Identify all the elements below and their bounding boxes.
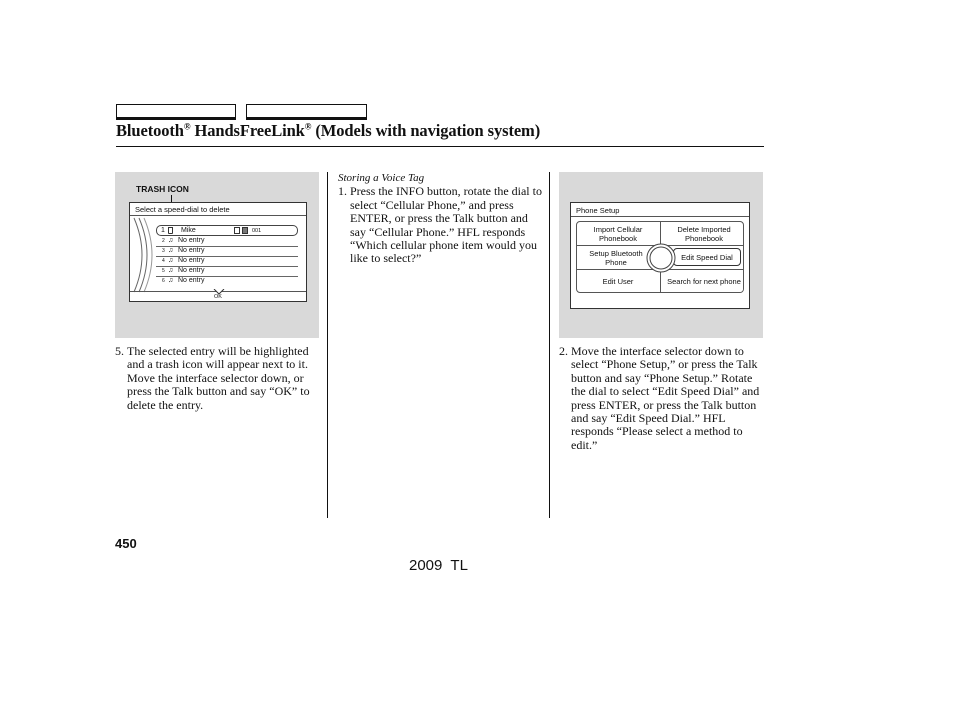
phone-type-icon: [242, 227, 248, 234]
ok-button[interactable]: OK: [214, 294, 222, 300]
screen-title-rule: [130, 215, 306, 216]
entry-name: No entry: [178, 267, 205, 274]
menu-grid: [576, 221, 744, 293]
dial-bezel: [130, 216, 156, 294]
entry-name: No entry: [178, 277, 205, 284]
music-note-icon: ♫: [168, 237, 174, 244]
trash-icon: [168, 227, 173, 234]
page-number: 450: [115, 536, 137, 551]
right-figure-panel: [559, 172, 763, 338]
search-next-phone-button[interactable]: Search for next phone: [665, 271, 743, 292]
section-heading: Storing a Voice Tag: [338, 172, 425, 184]
header-tab-1: [116, 104, 236, 120]
entry-number: 5: [162, 268, 165, 274]
model-label: 2009 TL: [409, 557, 468, 574]
entry-number: 4: [162, 258, 165, 264]
step-text: Move the interface selector down to select “Phone Setup,” or press the Talk button and say “Phone Setup.” Rotate the dial to select “Edit Speed Dial” and press ENTER, or press the Talk button and say “Edit Speed Dial.” HFL responds “Please select a method to edit.”: [571, 344, 760, 452]
list-item[interactable]: [156, 276, 298, 286]
entry-number: 6: [162, 278, 165, 284]
import-cellular-phonebook-button[interactable]: Import Cellular Phonebook: [579, 223, 657, 244]
setup-bluetooth-phone-button[interactable]: Setup Bluetooth Phone: [579, 247, 653, 268]
music-note-icon: ♫: [168, 277, 174, 284]
middle-column-text: [338, 172, 546, 266]
right-column-text: [559, 345, 764, 452]
entry-name: No entry: [178, 257, 205, 264]
screen-title: Select a speed-dial to delete: [135, 205, 230, 214]
column-divider-left: [327, 172, 328, 518]
screen-title-rule: [571, 216, 749, 217]
step-number: 1.: [338, 184, 347, 199]
phone-setup-screen: [570, 202, 750, 309]
list-item[interactable]: [156, 225, 298, 236]
step-number: 2.: [559, 344, 568, 358]
music-note-icon: ♫: [168, 247, 174, 254]
speed-dial-delete-screen: [129, 202, 307, 302]
trash-icon-callout: TRASH ICON: [136, 184, 189, 194]
step-1: [338, 185, 546, 265]
title-rule: [116, 146, 764, 147]
speed-dial-list: [156, 223, 298, 289]
page-title: Bluetooth® HandsFreeLink® (Models with navigation system): [116, 121, 541, 140]
step-2: [559, 345, 764, 452]
entry-tag: 001: [252, 228, 262, 234]
left-figure-panel: [115, 172, 319, 338]
entry-name: No entry: [178, 237, 205, 244]
step-number: 5.: [115, 344, 124, 358]
entry-number: 2: [162, 238, 165, 244]
entry-name: Mike: [181, 227, 196, 234]
interface-dial-icon: [646, 243, 676, 273]
header-tab-2: [246, 104, 367, 120]
step-text: The selected entry will be highlighted and a trash icon will appear next to it. Move the interface selector down, or press the Talk button and say “OK” to delete the entry.: [127, 344, 310, 412]
edit-user-button[interactable]: Edit User: [579, 271, 657, 292]
entry-number: 3: [162, 248, 165, 254]
step-5: [115, 345, 320, 412]
left-column-text: [115, 345, 320, 412]
screen-title: Phone Setup: [576, 206, 620, 215]
step-text: Press the INFO button, rotate the dial to select “Cellular Phone,” and press ENTER, or press the Talk button and say “Cellular Phone.” HFL responds “Which cellular phone item would you like to select?”: [350, 184, 542, 266]
music-note-icon: ♫: [168, 257, 174, 264]
entry-name: No entry: [178, 247, 205, 254]
column-divider-right: [549, 172, 550, 518]
entry-number: 1: [161, 227, 165, 234]
delete-imported-phonebook-button[interactable]: Delete Imported Phonebook: [665, 223, 743, 244]
voice-tag-icon: [234, 227, 240, 234]
edit-speed-dial-button[interactable]: Edit Speed Dial: [673, 248, 741, 266]
music-note-icon: ♫: [168, 267, 174, 274]
